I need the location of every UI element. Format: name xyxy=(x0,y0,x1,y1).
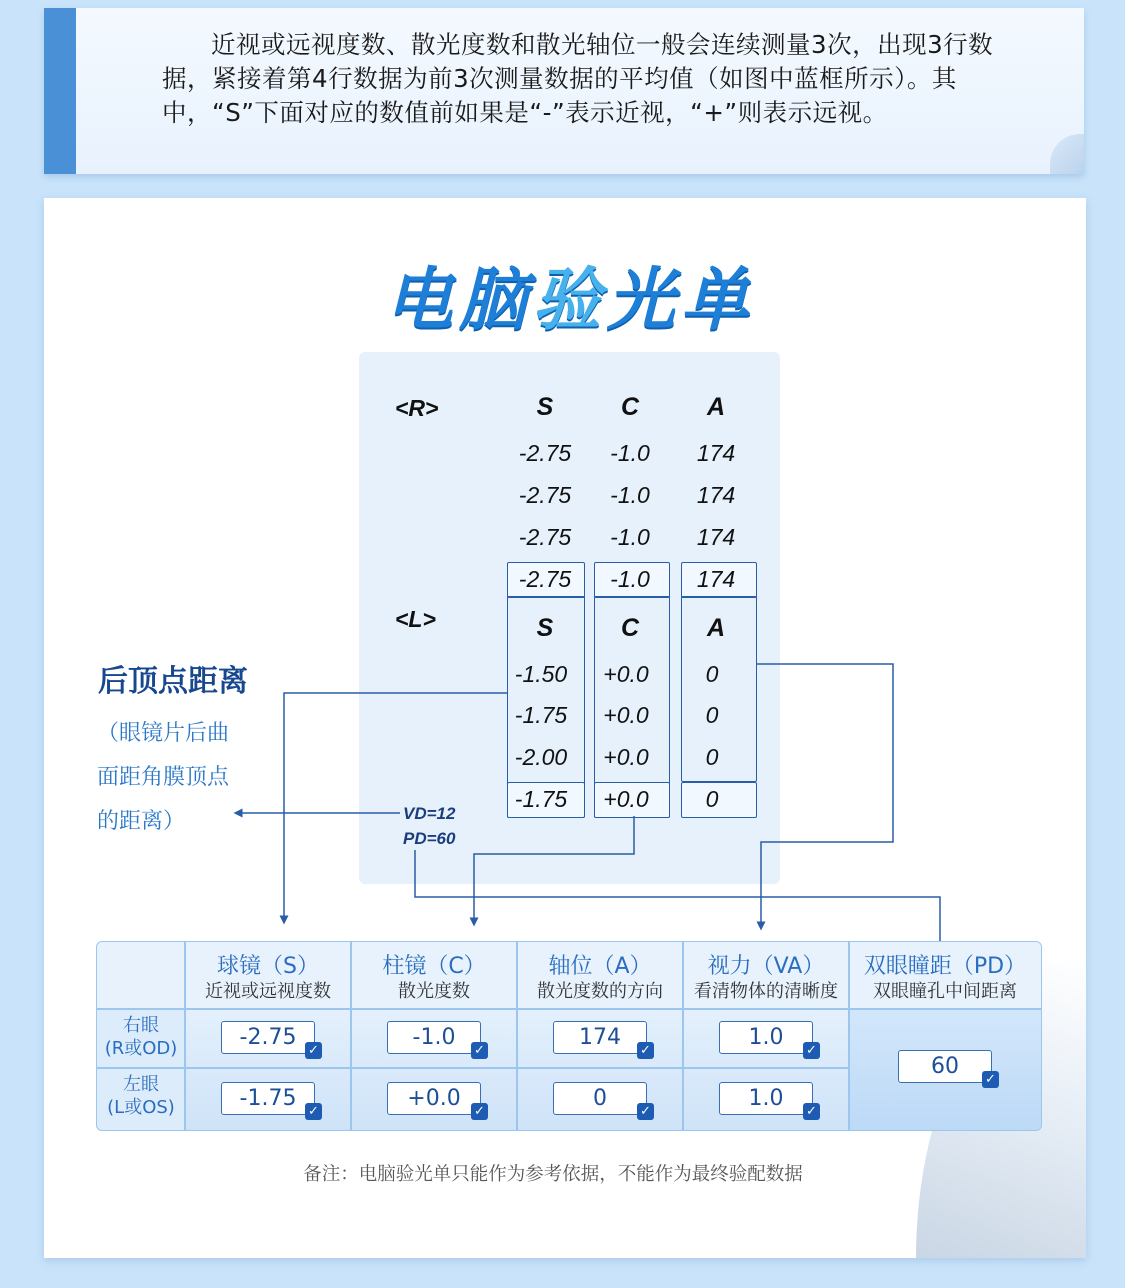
printout-value-right: 174 xyxy=(696,524,736,550)
table-row-label xyxy=(97,1014,185,1060)
side-note-desc xyxy=(97,712,247,844)
pd-value: PD=60 xyxy=(403,829,456,848)
printout-header-a: A xyxy=(706,393,726,421)
check-icon: ✓ xyxy=(637,1103,654,1120)
printout-value-right: -2.75 xyxy=(518,524,572,550)
check-icon: ✓ xyxy=(803,1103,820,1120)
printout-value-right: -2.75 xyxy=(518,440,572,466)
column-subtitle: 散光度数的方向 xyxy=(537,981,663,1002)
value-text: -2.75 xyxy=(239,1025,297,1050)
table-column-header xyxy=(351,942,517,1008)
table-column-header xyxy=(683,942,849,1008)
printout-value-left: -2.00 xyxy=(514,744,568,770)
check-icon: ✓ xyxy=(471,1103,488,1120)
column-title: 轴位（A） xyxy=(548,954,652,979)
table-column-header xyxy=(517,942,683,1008)
printout-value-right: 174 xyxy=(696,482,736,508)
printout-value-right: 174 xyxy=(696,566,736,592)
printout-value-right: -1.0 xyxy=(610,566,650,592)
row-label-code: (R或OD) xyxy=(104,1038,178,1059)
row-label-main: 右眼 xyxy=(123,1015,159,1036)
side-note-line: 面距角膜顶点 xyxy=(97,765,230,790)
side-note-title: 后顶点距离 xyxy=(98,664,248,699)
check-icon: ✓ xyxy=(637,1042,654,1059)
printout-header-s: S xyxy=(536,393,554,421)
title-part-1: 电脑 xyxy=(384,261,533,340)
table-divider xyxy=(97,1008,1041,1010)
value-field xyxy=(387,1021,485,1058)
check-icon: ✓ xyxy=(982,1071,999,1088)
printout-value-left: 0 xyxy=(705,786,719,812)
printout-header-c: C xyxy=(620,393,640,421)
printout-value-right: 174 xyxy=(696,440,736,466)
printout-header-c: C xyxy=(620,614,640,642)
printout-value-left: -1.75 xyxy=(514,786,568,812)
value-text: +0.0 xyxy=(407,1086,461,1111)
footnote: 备注：电脑验光单只能作为参考依据，不能作为最终验配数据 xyxy=(303,1164,803,1185)
value-text: 0 xyxy=(593,1086,607,1111)
row-label-main: 左眼 xyxy=(123,1074,159,1095)
prescription-table xyxy=(96,941,1042,1131)
printout-header-s: S xyxy=(536,614,554,642)
value-field xyxy=(719,1082,817,1119)
value-text: 1.0 xyxy=(748,1025,784,1050)
check-icon: ✓ xyxy=(305,1103,322,1120)
title-part-2: 验 xyxy=(532,261,607,340)
printout-value-right: -1.0 xyxy=(610,482,650,508)
check-icon: ✓ xyxy=(803,1042,820,1059)
side-note-line: （眼镜片后曲 xyxy=(97,721,230,746)
check-icon: ✓ xyxy=(471,1042,488,1059)
pd-value-text: 60 xyxy=(931,1054,959,1079)
value-field xyxy=(221,1021,319,1058)
column-title: 柱镜（C） xyxy=(382,954,486,979)
table-row-label xyxy=(97,1073,185,1119)
value-text: -1.0 xyxy=(412,1025,456,1050)
printout-value-left: +0.0 xyxy=(603,786,649,812)
check-icon: ✓ xyxy=(305,1042,322,1059)
printout-value-right: -2.75 xyxy=(518,566,572,592)
title-part-3: 光单 xyxy=(607,261,756,340)
printout-value-left: +0.0 xyxy=(603,661,649,687)
printout-header-a: A xyxy=(706,614,726,642)
row-label-code: (L或OS) xyxy=(107,1097,175,1118)
intro-card xyxy=(44,8,1084,174)
column-subtitle: 近视或远视度数 xyxy=(205,981,331,1002)
value-field xyxy=(719,1021,817,1058)
printout-value-left: 0 xyxy=(705,661,719,687)
value-field xyxy=(553,1021,651,1058)
right-eye-label: <R> xyxy=(395,395,439,421)
intro-text: 近视或远视度数、散光度数和散光轴位一般会连续测量3次，出现3行数据，紧接着第4行数据为前3次测量数据的平均值（如图中蓝框所示）。其中，“S”下面对应的数值前如果是“-”表示近视，“+”则表示远视。 xyxy=(162,30,994,127)
value-field xyxy=(553,1082,651,1119)
side-note-line: 的距离） xyxy=(97,809,186,834)
value-field xyxy=(221,1082,319,1119)
column-title: 视力（VA） xyxy=(707,954,825,979)
column-subtitle: 散光度数 xyxy=(398,981,470,1002)
page-title xyxy=(0,246,1125,343)
value-text: 174 xyxy=(579,1025,621,1050)
pd-value-field xyxy=(898,1050,996,1087)
value-text: 1.0 xyxy=(748,1086,784,1111)
intro-page-fold xyxy=(1050,134,1084,174)
value-field xyxy=(387,1082,485,1119)
intro-accent-bar xyxy=(44,8,76,174)
table-column-header xyxy=(849,942,1041,1008)
value-text: -1.75 xyxy=(239,1086,297,1111)
left-eye-label: <L> xyxy=(395,606,436,632)
printout-value-left: 0 xyxy=(705,744,719,770)
table-column-header xyxy=(185,942,351,1008)
column-subtitle: 看清物体的清晰度 xyxy=(694,981,838,1002)
column-title: 双眼瞳距（PD） xyxy=(863,954,1027,979)
column-title: 球镜（S） xyxy=(217,954,319,979)
table-divider xyxy=(97,1067,849,1069)
printout-value-right: -1.0 xyxy=(610,440,650,466)
printout-value-left: +0.0 xyxy=(603,744,649,770)
printout-value-left: -1.75 xyxy=(514,702,568,728)
printout-value-left: +0.0 xyxy=(603,702,649,728)
printout-value-left: 0 xyxy=(705,702,719,728)
printout-value-left: -1.50 xyxy=(514,661,568,687)
column-subtitle: 双眼瞳孔中间距离 xyxy=(873,981,1017,1002)
printout-value-right: -1.0 xyxy=(610,524,650,550)
printout-value-right: -2.75 xyxy=(518,482,572,508)
vd-value: VD=12 xyxy=(403,804,456,823)
